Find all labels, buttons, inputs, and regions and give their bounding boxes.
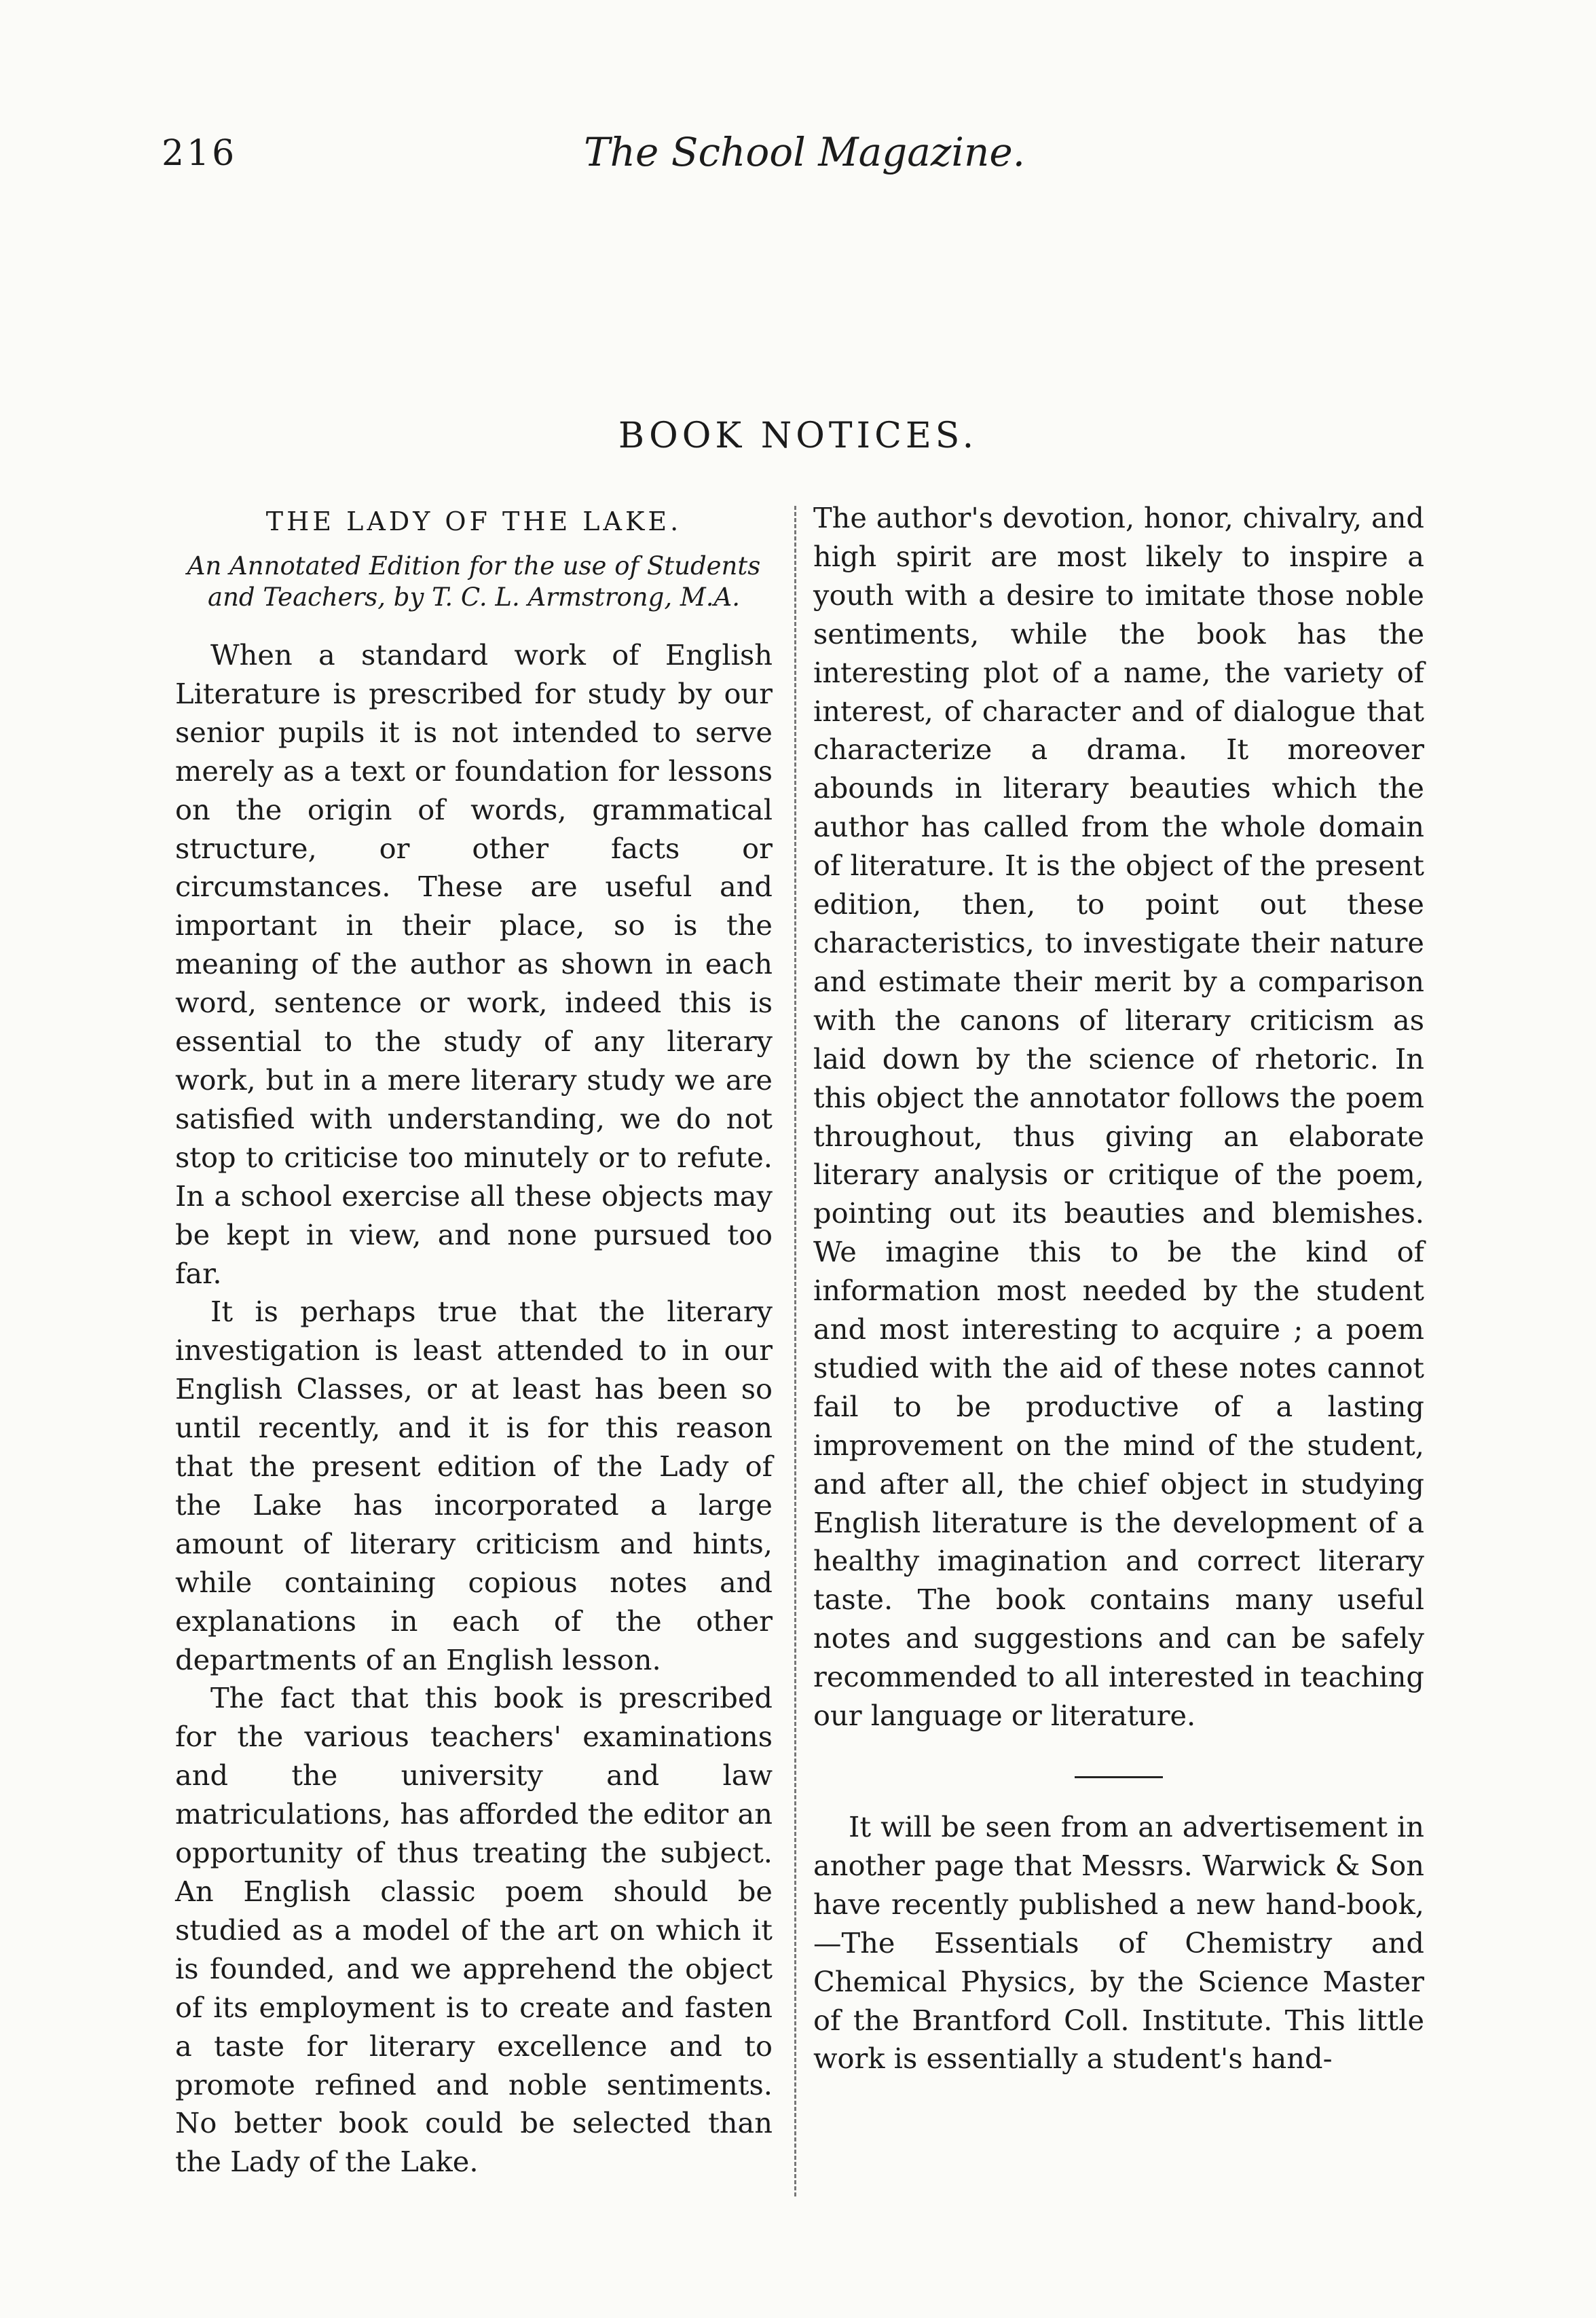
- column-rule: [794, 506, 796, 2196]
- right-column: [813, 499, 1424, 2078]
- paragraph: It will be seen from an advertisement in another page that Messrs. Warwick & Son have recently published a new hand-book,—The Essentials of Chemistry and Chemical Physics, by the Science Master of the Brantford Coll. Institute. This little work is essentially a student's hand-: [813, 1810, 1424, 2076]
- paragraph-continuation: The author's devotion, honor, chivalry, and high spirit are most likely to inspire a youth with a desire to imitate those noble sentiments, while the book has the interesting plot of a name, the variety of interest, of character and of dialogue that characterize a drama. It moreover abounds in literary beauties which the author has called from the whole domain of literature. It is the object of the present edition, then, to point out these characteristics, to investigate their nature and estimate their merit by a comparison with the canons of literary criticism as laid down by the science of rhetoric. In this object the annotator follows the poem throughout, thus giving an elaborate literary analysis or critique of the poem, pointing out its beauties and blemishes. We imagine this to be the kind of information most needed by the student and most interesting to acquire ; a poem studied with the aid of these notes cannot fail to be productive of a lasting improvement on the mind of the student, and after all, the chief object in studying English literature is the development of a healthy imagination and correct literary taste. The book contains many useful notes and suggestions and can be safely recommended to all interested in teaching our language or literature.: [813, 501, 1424, 1733]
- page-number: 216: [162, 133, 238, 174]
- running-title: The School Magazine.: [584, 129, 1026, 175]
- notice-divider: [1075, 1776, 1163, 1778]
- left-column: [175, 499, 773, 2182]
- section-title: BOOK NOTICES.: [618, 416, 978, 456]
- article-title: THE LADY OF THE LAKE.: [265, 507, 682, 536]
- paragraph: It is perhaps true that the literary investigation is least attended to in our English Classes, or at least has been so until recently, and it is for this reason that the present edition of the Lady of the Lake has incorporated a large amount of literary criticism and hints, while containing copious notes and explanations in each of the other departments of an English lesson.: [175, 1295, 773, 1676]
- paragraph: When a standard work of English Literature is prescribed for study by our senior pupils it is not intended to serve merely as a text or foundation for lessons on the origin of words, grammatical structure, or other facts or circumstances. These are useful and important in their place, so is the meaning of the author as shown in each word, sentence or work, indeed this is essential to the study of any literary work, but in a mere literary study we are satisfied with understanding, we do not stop to criticise too minutely or to refute. In a school exercise all these objects may be kept in view, and none pursued too far.: [175, 638, 773, 1290]
- paragraph: The fact that this book is prescribed for the various teachers' examinations and the university and law matriculations, has afforded the editor an opportunity of thus treating the subject. An English classic poem should be studied as a model of the art on which it is founded, and we apprehend the object of its employment is to create and fasten a taste for literary excellence and to promote refined and noble sentiments. No better book could be selected than the Lady of the Lake.: [175, 1681, 773, 2179]
- article-subtitle: An Annotated Edition for the use of Students and Teachers, by T. C. L. Armstrong, M.A.: [187, 551, 761, 612]
